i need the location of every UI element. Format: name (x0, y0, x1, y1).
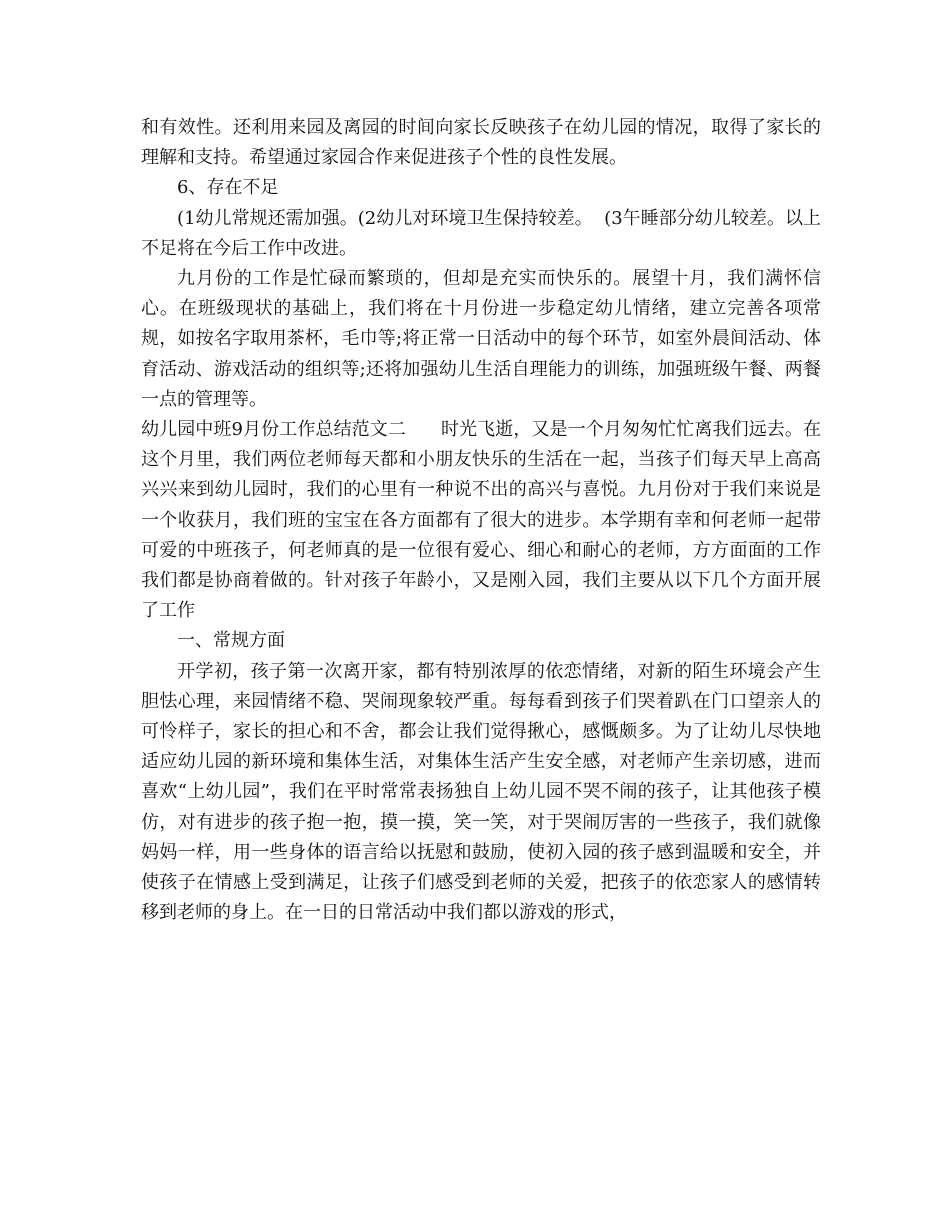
paragraph-1: 和有效性。还利用来园及离园的时间向家长反映孩子在幼儿园的情况，取得了家长的理解和支持。希望通过家园合作来促进孩子个性的良性发展。 (141, 117, 821, 169)
paragraph-routine: 开学初，孩子第一次离开家，都有特别浓厚的依恋情绪，对新的陌生环境会产生胆怯心理，来园情绪不稳、哭闹现象较严重。每每看到孩子们哭着趴在门口望亲人的可怜样子，家长的担心和不舍，都会让我们觉得揪心，感慨颇多。为了让幼儿尽快地适应幼儿园的新环境和集体生活，对集体生活产生安全感，对老师产生亲切感，进而喜欢“上幼儿园”，我们在平时常常表扬独自上幼儿园不哭不闹的孩子，让其他孩子模仿，对有进步的孩子抱一抱，摸一摸，笑一笑，对于哭闹厉害的一些孩子，我们就像妈妈一样，用一些身体的语言给以抚慰和鼓励，使初入园的孩子感到温暖和安全，并使孩子在情感上受到满足，让孩子们感受到老师的关爱，把孩子的依恋家人的感情转移到老师的身上。在一日的日常活动中我们都以游戏的形式， (141, 660, 821, 924)
paragraph-outlook: 九月份的工作是忙碌而繁琐的，但却是充实而快乐的。展望十月，我们满怀信心。在班级现状的基础上，我们将在十月份进一步稳定幼儿情绪，建立完善各项常规，如按名字取用茶杯，毛巾等;将正常一日活动中的每个环节，如室外晨间活动、体育活动、游戏活动的组织等;还将加强幼儿生活自理能力的训练，加强班级午餐、两餐一点的管理等。 (141, 268, 821, 410)
section-heading-deficiencies: 6、存在不足 (177, 177, 279, 199)
paragraph-deficiency-list: (1幼儿常规还需加强。(2幼儿对环境卫生保持较差。 (3午睡部分幼儿较差。以上不足将在今后工作中改进。 (141, 207, 821, 259)
paragraph-second-summary-intro: 幼儿园中班9月份工作总结范文二 时光飞逝，又是一个月匆匆忙忙离我们远去。在这个月里，我们两位老师每天都和小朋友快乐的生活在一起，当孩子们每天早上高高兴兴来到幼儿园时，我们的心里有一种说不出的高兴与喜悦。九月份对于我们来说是一个收获月，我们班的宝宝在各方面都有了很大的进步。本学期有幸和何老师一起带可爱的中班孩子，何老师真的是一位很有爱心、细心和耐心的老师，方方面面的工作我们都是协商着做的。针对孩子年龄小，又是刚入园，我们主要从以下几个方面开展了工作 (141, 419, 821, 622)
section-heading-routine: 一、常规方面 (177, 630, 285, 652)
document-body (141, 113, 821, 928)
